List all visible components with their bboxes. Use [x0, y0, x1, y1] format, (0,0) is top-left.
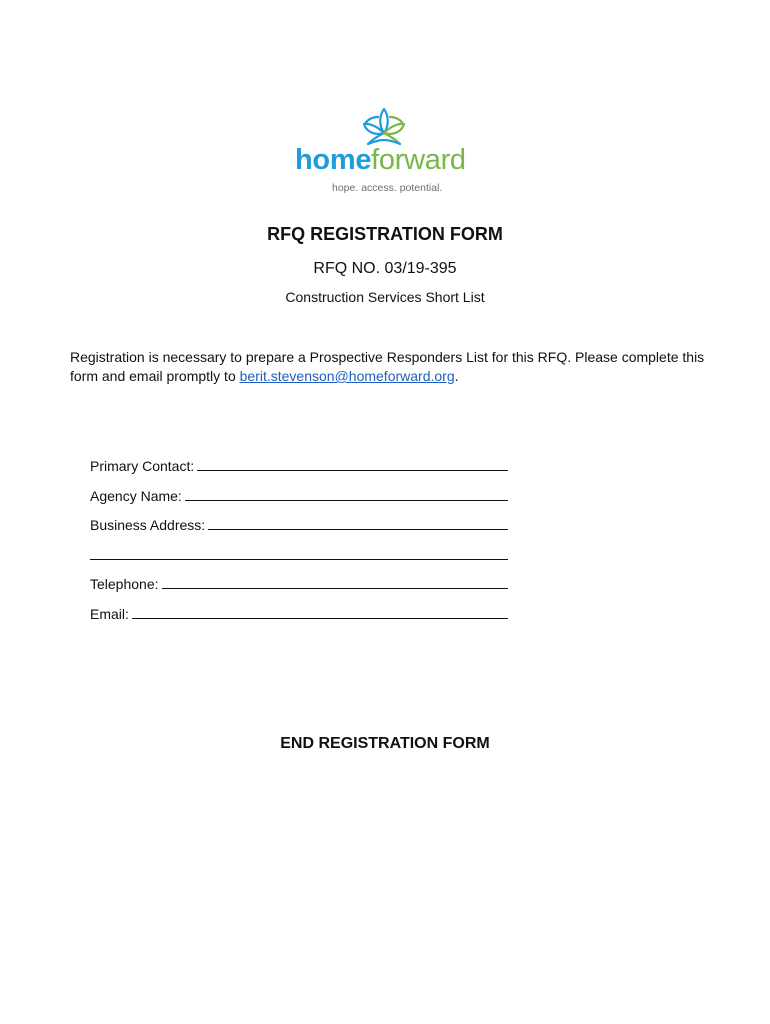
business-address-label: Business Address: — [90, 517, 206, 533]
intro-text: Registration is necessary to prepare a Prospective Responders List for this RFQ. Please complete this form and email promptly to — [70, 349, 705, 384]
primary-contact-label: Primary Contact: — [90, 458, 195, 474]
agency-name-line[interactable] — [185, 486, 508, 501]
telephone-line[interactable] — [162, 574, 508, 589]
telephone-label: Telephone: — [90, 576, 159, 592]
business-address-field[interactable] — [90, 513, 508, 533]
email-line[interactable] — [132, 604, 508, 619]
business-address-line2[interactable] — [90, 545, 508, 560]
telephone-field[interactable] — [90, 572, 508, 592]
logo-word-forward: forward — [371, 144, 466, 176]
agency-name-field[interactable] — [90, 484, 508, 504]
end-form-heading: END REGISTRATION FORM — [280, 735, 490, 752]
email-field[interactable] — [90, 602, 508, 622]
logo-tagline: hope. access. potential. — [332, 182, 443, 194]
email-label: Email: — [90, 606, 129, 622]
logo-word-home: home — [295, 144, 372, 176]
form-subtitle: Construction Services Short List — [285, 289, 485, 305]
home-forward-logo — [290, 105, 480, 200]
logo-wordmark — [295, 142, 466, 178]
rfq-number: RFQ NO. 03/19-395 — [313, 260, 457, 277]
agency-name-label: Agency Name: — [90, 488, 182, 504]
form-title: RFQ REGISTRATION FORM — [267, 224, 503, 244]
primary-contact-field[interactable] — [90, 454, 508, 474]
contact-email-link[interactable]: berit.stevenson@homeforward.org — [239, 368, 455, 384]
business-address-line2-field[interactable] — [90, 543, 508, 563]
business-address-line[interactable] — [208, 515, 508, 530]
intro-paragraph — [70, 348, 710, 386]
intro-after: . — [454, 368, 459, 384]
primary-contact-line[interactable] — [197, 456, 508, 471]
